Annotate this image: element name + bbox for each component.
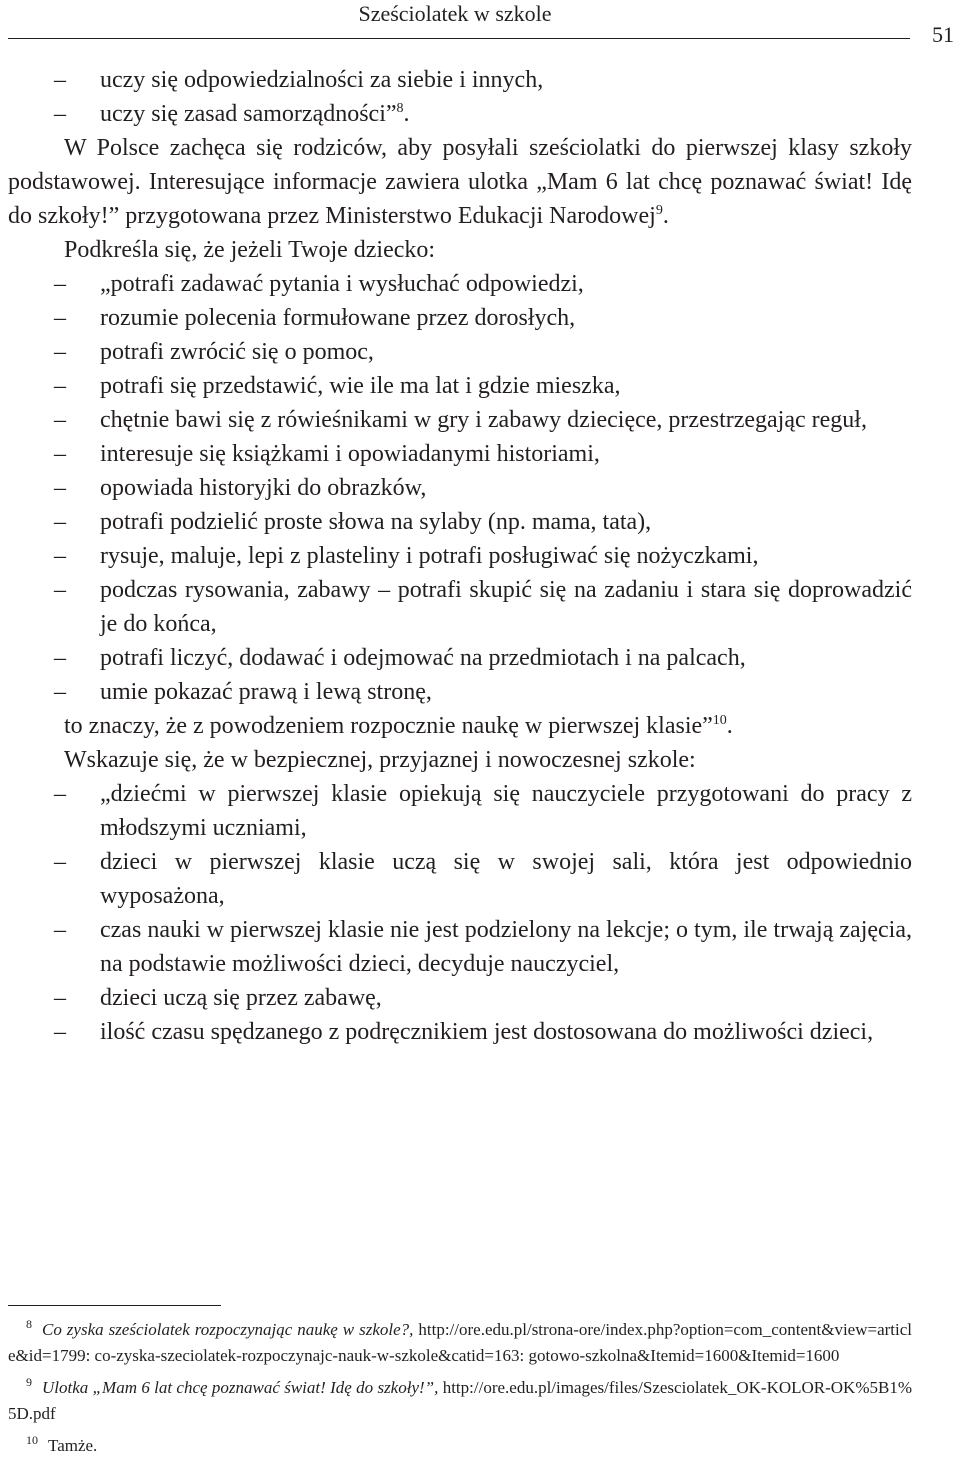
list-item [8,539,912,573]
list-item-tail: . [403,101,410,127]
header-rule [8,38,910,39]
footnote-link[interactable]: http://ore.edu.pl/strona-ore/index.php?option=com_content&view=article&id=1799: co-zyska-szeciolatek-rozpoczynajc-nauk-w-szkole&catid=163: gotowo-szkolna&Itemid=1600&Itemid=1600 [8,1320,913,1365]
list-item [8,505,912,539]
footnote-link[interactable]: http://ore.edu.pl/images/files/Szesciolatek_OK-KOLOR-OK%5B1%5D.pdf [8,1378,912,1423]
dash-bullet: – [54,441,66,467]
list-item-text: dzieci w pierwszej klasie uczą się w swojej sali, która jest odpowiednio wyposażona, [100,849,912,909]
list-item-text: uczy się odpowiedzialności za siebie i innych, [100,67,544,93]
list-item [8,97,912,131]
list-item [8,777,912,845]
list-item-text: chętnie bawi się z rówieśnikami w gry i zabawy dziecięce, przestrzegając reguł, [100,407,867,433]
list-item-text: opowiada historyjki do obrazków, [100,475,427,501]
list-item [8,63,912,97]
list-item [8,301,912,335]
paragraph-ministry-leaflet [8,131,912,233]
dash-bullet: – [54,475,66,501]
list-item-text: potrafi zwrócić się o pomoc, [100,339,374,365]
list-item-text: rysuje, maluje, lepi z plasteliny i potrafi posługiwać się nożyczkami, [100,543,759,569]
dash-bullet: – [54,407,66,433]
list-item [8,1015,912,1049]
dash-bullet: – [54,917,66,943]
intro-child-skills: Podkreśla się, że jeżeli Twoje dziecko: [64,237,436,263]
dash-bullet: – [54,645,66,671]
list-item [8,369,912,403]
paragraph-text: W Polsce zachęca się rodziców, aby posyłali sześciolatki do pierwszej klasy szkoły podstawowej. Interesujące informacje zawiera ulotka „Mam 6 lat chcę poznawać świat! Idę do szkoły!” przygotowana przez Ministerstwo Edukacji Narodowej [8,135,912,229]
footnote-9 [8,1375,912,1427]
footnote-text: Tamże. [48,1436,98,1455]
dash-bullet: – [54,339,66,365]
dash-bullet: – [54,849,66,875]
dash-bullet: – [54,305,66,331]
footnote-title: Co zyska sześciolatek rozpoczynając naukę w szkole?, [42,1320,414,1339]
list-item [8,573,912,641]
footnote-ref-9[interactable]: 9 [655,203,663,218]
dash-bullet: – [54,543,66,569]
dash-bullet: – [54,577,66,603]
footnotes [8,1317,912,1459]
footnote-10 [8,1433,912,1459]
page-number: 51 [932,22,954,47]
list-item-text: umie pokazać prawą i lewą stronę, [100,679,432,705]
list-item [8,267,912,301]
dash-bullet: – [54,101,66,127]
list-responsibilities [8,63,912,131]
list-child-skills [8,267,912,709]
main-text [8,63,912,1049]
list-item-text: „dziećmi w pierwszej klasie opiekują się nauczyciele przygotowani do pracy z młodszymi uczniami, [100,781,912,841]
list-item-text: rozumie polecenia formułowane przez dorosłych, [100,305,576,331]
list-item-text: ilość czasu spędzanego z podręcznikiem jest dostosowana do możliwości dzieci, [100,1019,874,1045]
dash-bullet: – [54,373,66,399]
list-item [8,981,912,1015]
list-item [8,845,912,913]
list-item [8,641,912,675]
running-header: Sześciolatek w szkole [358,1,552,26]
list-item [8,675,912,709]
dash-bullet: – [54,1019,66,1045]
intro-school-features: Wskazuje się, że w bezpiecznej, przyjaznej i nowoczesnej szkole: [64,747,696,773]
footnote-8 [8,1317,912,1369]
list-item [8,403,912,437]
dash-bullet: – [54,679,66,705]
footnote-number: 9 [26,1375,32,1389]
list-school-features [8,777,912,1049]
footnote-ref-8[interactable]: 8 [396,101,404,116]
list-item-text: interesuje się książkami i opowiadanymi historiami, [100,441,600,467]
footnote-number: 10 [26,1433,38,1447]
list-item-text: potrafi podzielić proste słowa na sylaby (np. mama, tata), [100,509,652,535]
footnote-title: Ulotka „Mam 6 lat chcę poznawać świat! Idę do szkoły!”, [42,1378,439,1397]
list-item-text: uczy się zasad samorządności” [100,101,397,127]
list-item-text: dzieci uczą się przez zabawę, [100,985,382,1011]
list-item [8,471,912,505]
list-item [8,437,912,471]
list-item-text: potrafi się przedstawić, wie ile ma lat i gdzie mieszka, [100,373,621,399]
list-item [8,913,912,981]
list-item-text: „potrafi zadawać pytania i wysłuchać odpowiedzi, [100,271,584,297]
dash-bullet: – [54,781,66,807]
dash-bullet: – [54,271,66,297]
footnote-ref-10[interactable]: 10 [712,713,727,728]
list-item-text: czas nauki w pierwszej klasie nie jest podzielony na lekcje; o tym, ile trwają zajęcia, na podstawie możliwości dzieci, decyduje nauczyciel, [100,917,912,977]
closing-tail: . [726,713,733,739]
closing-child-skills [8,709,912,743]
list-item-text: podczas rysowania, zabawy – potrafi skupić się na zadaniu i stara się doprowadzić je do końca, [100,577,912,637]
paragraph-tail: . [662,203,669,229]
dash-bullet: – [54,67,66,93]
footnote-number: 8 [26,1317,32,1331]
dash-bullet: – [54,509,66,535]
list-item [8,335,912,369]
closing-text: to znaczy, że z powodzeniem rozpocznie naukę w pierwszej klasie” [64,713,713,739]
footnote-rule [8,1305,221,1306]
dash-bullet: – [54,985,66,1011]
list-item-text: potrafi liczyć, dodawać i odejmować na przedmiotach i na palcach, [100,645,746,671]
